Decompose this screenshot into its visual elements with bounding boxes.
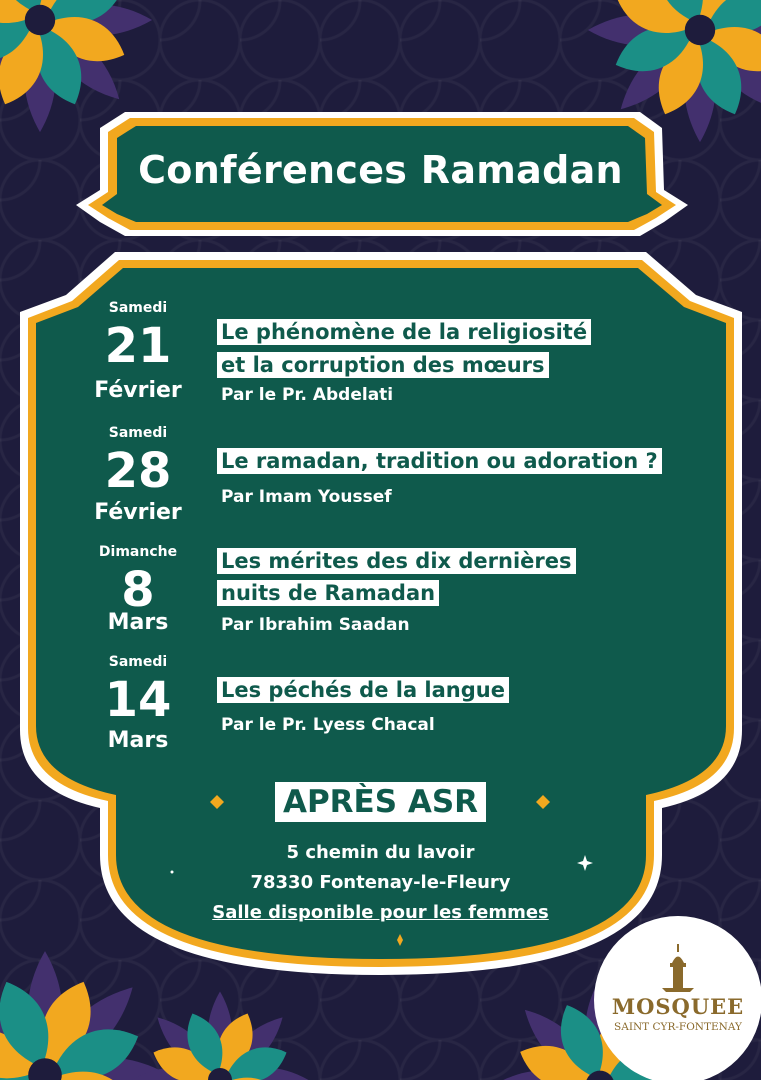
event-day: Dimanche (98, 544, 178, 560)
event-speaker: Par Imam Youssef (221, 487, 392, 507)
time-banner: APRÈS ASR (0, 784, 761, 820)
event-month: Février (94, 378, 182, 403)
event-title-line: et la corruption des mœurs (217, 353, 549, 378)
event-month: Février (94, 500, 182, 525)
event-day: Samedi (108, 300, 168, 316)
event-month: Mars (107, 610, 169, 635)
logo-name: MOSQUEE (611, 994, 745, 1019)
event-month: Mars (107, 728, 169, 753)
event-day: Samedi (108, 654, 168, 670)
women-room-note: Salle disponible pour les femmes (212, 902, 549, 923)
event-day: Samedi (108, 425, 168, 441)
event-title-line: Le phénomène de la religiosité (217, 320, 591, 345)
page-title: Conférences Ramadan (138, 148, 623, 192)
event-speaker: Par le Pr. Lyess Chacal (221, 715, 435, 735)
address-city: 78330 Fontenay-le-Fleury (250, 872, 511, 893)
event-date-number: 21 (104, 318, 172, 374)
event-date-number: 8 (121, 562, 155, 618)
event-title-line: nuits de Ramadan (217, 581, 439, 606)
event-title-line: Les péchés de la langue (217, 678, 509, 703)
flower-bottom-left-small (126, 986, 314, 1080)
event-speaker: Par Ibrahim Saadan (221, 615, 410, 635)
logo-subtitle: SAINT CYR-FONTENAY (614, 1021, 742, 1033)
address-street: 5 chemin du lavoir (286, 842, 475, 863)
flower-bottom-left (0, 943, 177, 1080)
event-title-line: Les mérites des dix dernières (217, 549, 576, 574)
event-speaker: Par le Pr. Abdelati (221, 385, 394, 405)
event-date-number: 28 (104, 443, 172, 499)
event-title-line: Le ramadan, tradition ou adoration ? (217, 449, 662, 474)
event-date-number: 14 (104, 672, 172, 728)
